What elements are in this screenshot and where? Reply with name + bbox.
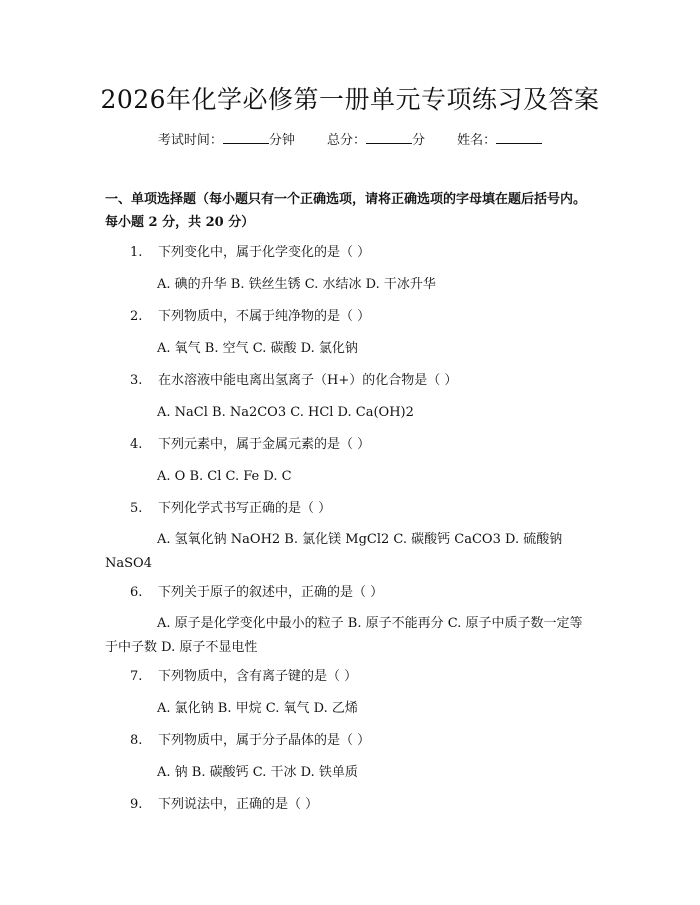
question-item — [130, 307, 370, 327]
question-number: 2. — [130, 309, 143, 324]
question-stem: 下列物质中，不属于纯净物的是（ ） — [158, 309, 371, 324]
question-options: A. 氧气 B. 空气 C. 碳酸 D. 氯化钠 — [157, 341, 358, 356]
exam-time-field — [158, 133, 295, 148]
question-item — [130, 499, 331, 519]
question-options: A. 原子是化学变化中最小的粒子 B. 原子不能再分 C. 原子中质子数一定等于中子数 D. 原子不显电性 — [105, 616, 583, 655]
question-item — [130, 243, 370, 263]
question-stem: 下列说法中，正确的是（ ） — [158, 797, 319, 812]
question-stem: 下列物质中，属于分子晶体的是（ ） — [158, 733, 371, 748]
total-score-label: 总分： — [326, 133, 366, 148]
total-score-field — [327, 133, 425, 148]
student-name-blank — [496, 131, 542, 144]
exam-time-unit: 分钟 — [268, 133, 295, 148]
question-item — [130, 583, 383, 603]
question-item — [130, 731, 370, 751]
question-number: 9. — [130, 797, 143, 812]
question-number: 8. — [130, 733, 143, 748]
total-score-blank — [366, 131, 412, 144]
question-options: A. 钠 B. 碳酸钙 C. 干冰 D. 铁单质 — [157, 765, 358, 780]
exam-time-label: 考试时间： — [157, 133, 223, 148]
question-stem: 下列物质中，含有离子键的是（ ） — [158, 669, 358, 684]
question-options: A. 碘的升华 B. 铁丝生锈 C. 水结冰 D. 干冰升华 — [157, 277, 436, 292]
question-stem: 下列化学式书写正确的是（ ） — [158, 501, 332, 516]
question-number: 4. — [130, 437, 143, 452]
total-score-unit: 分 — [412, 133, 426, 148]
question-stem: 下列元素中，属于金属元素的是（ ） — [158, 437, 371, 452]
question-item — [130, 371, 457, 391]
question-options: A. NaCl B. Na2CO3 C. HCl D. Ca(OH)2 — [157, 405, 414, 420]
student-name-field — [457, 133, 542, 148]
question-number: 6. — [130, 585, 143, 600]
student-name-label: 姓名： — [457, 133, 497, 148]
question-stem: 下列关于原子的叙述中，正确的是（ ） — [158, 585, 384, 600]
question-stem: 在水溶液中能电离出氢离子（H+）的化合物是（ ） — [158, 373, 458, 388]
exam-info-line — [0, 131, 700, 151]
question-item — [130, 795, 318, 815]
page-title: 2026年化学必修第一册单元专项练习及答案 — [100, 85, 600, 114]
question-options: A. 氢氧化钠 NaOH2 B. 氯化镁 MgCl2 C. 碳酸钙 CaCO3 D. 硫酸钠 NaSO4 — [105, 532, 563, 571]
question-number: 3. — [130, 373, 143, 388]
question-item — [130, 435, 370, 455]
question-number: 7. — [130, 669, 143, 684]
question-stem: 下列变化中，属于化学变化的是（ ） — [158, 245, 371, 260]
question-number: 1. — [130, 245, 143, 260]
section-heading-single-choice: 一、单项选择题（每小题只有一个正确选项，请将正确选项的字母填在题后括号内。每小题 2 分，共 20 分） — [105, 192, 587, 230]
question-options: A. 氯化钠 B. 甲烷 C. 氧气 D. 乙烯 — [157, 701, 358, 716]
question-number: 5. — [130, 501, 143, 516]
exam-time-blank — [223, 131, 269, 144]
question-options: A. O B. Cl C. Fe D. C — [157, 469, 292, 484]
question-item — [130, 667, 357, 687]
